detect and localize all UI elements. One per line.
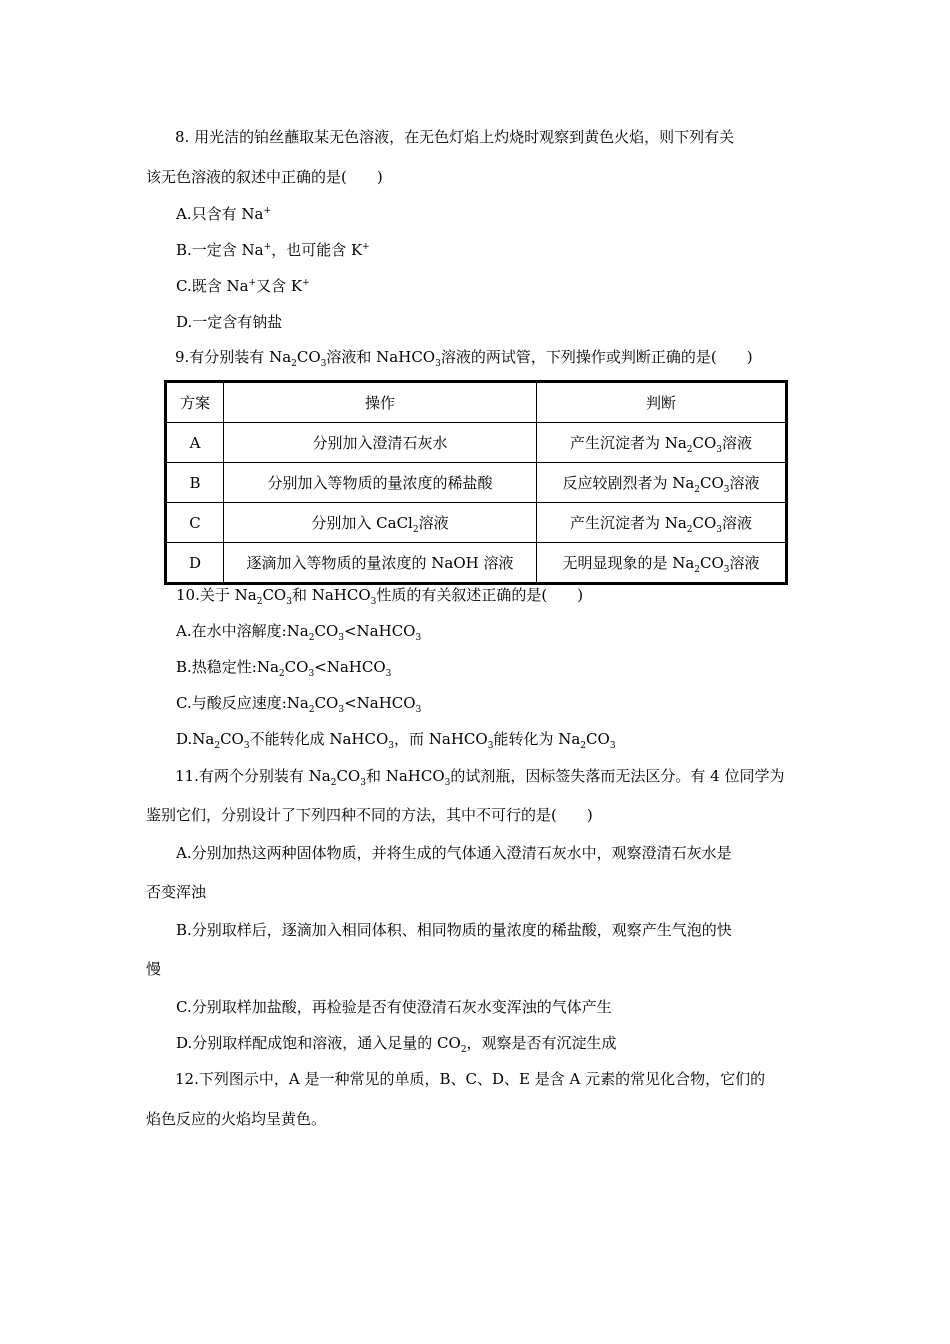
q10-option-d: $D.Na_2CO_3$不能转化成 NaHCO$_3$，而 NaHCO$_3$能转化为 $Na_2CO_3$ <box>176 730 616 751</box>
q9-stem: 9.有分别装有 $Na_2CO_3$溶液和 NaHCO$_3$溶液的两试管，下列操作或判断正确的是( ) <box>175 348 753 369</box>
q8-option-b: B.一定含 Na+，也可能含 K+ <box>176 241 370 259</box>
header-judgement: 判断 <box>537 382 787 423</box>
table-header-row <box>166 382 787 423</box>
q11-option-b-line2: 慢 <box>146 960 162 978</box>
q10-option-b: B.热稳定性$:Na_2CO_3<NaHCO_3$ <box>176 658 392 679</box>
table-row <box>166 423 787 463</box>
table-row <box>166 543 787 584</box>
plan-cell: A <box>166 423 224 463</box>
q11-option-a-line2: 否变浑浊 <box>146 883 207 901</box>
operation-cell: 分别加入 CaCl$_2$溶液 <box>224 503 537 543</box>
header-plan: 方案 <box>166 382 224 423</box>
q8-stem-line1: 8. 用光洁的铂丝蘸取某无色溶液，在无色灯焰上灼烧时观察到黄色火焰，则下列有关 <box>175 128 735 146</box>
q11-option-a-line1: A.分别加热这两种固体物质，并将生成的气体通入澄清石灰水中，观察澄清石灰水是 <box>176 844 732 862</box>
q10-option-c: C.与酸反应速度$:Na_2CO_3<NaHCO_3$ <box>176 694 422 715</box>
judgement-cell: 反应较剧烈者为 $Na_2CO_3$溶液 <box>537 463 787 503</box>
q8-option-a: A.只含有 Na+ <box>176 205 271 223</box>
operation-cell: 分别加入澄清石灰水 <box>224 423 537 463</box>
plan-cell: C <box>166 503 224 543</box>
judgement-cell: 无明显现象的是 $Na_2CO_3$溶液 <box>537 543 787 584</box>
q11-option-d: D.分别取样配成饱和溶液，通入足量的 $CO_2$，观察是否有沉淀生成 <box>176 1034 617 1055</box>
q12-stem-line1: 12.下列图示中，A 是一种常见的单质，B、C、D、E 是含 A 元素的常见化合物，它们的 <box>175 1070 766 1088</box>
operation-cell: 逐滴加入等物质的量浓度的 NaOH 溶液 <box>224 543 537 584</box>
q9-scheme-table <box>164 380 788 585</box>
q11-stem-line2: 鉴别它们，分别设计了下列四种不同的方法，其中不可行的是( ) <box>146 806 593 824</box>
q10-option-a: A.在水中溶解度$:Na_2CO_3<NaHCO_3$ <box>176 622 422 643</box>
q11-stem-line1: 11.有两个分别装有 $Na_2CO_3$和 NaHCO$_3$的试剂瓶，因标签失落而无法区分。有 4 位同学为 <box>175 767 785 788</box>
table-row <box>166 503 787 543</box>
q11-option-c: C.分别取样加盐酸，再检验是否有使澄清石灰水变浑浊的气体产生 <box>176 998 612 1016</box>
q12-stem-line2: 焰色反应的火焰均呈黄色。 <box>146 1110 327 1128</box>
q11-option-b-line1: B.分别取样后，逐滴加入相同体积、相同物质的量浓度的稀盐酸，观察产生气泡的快 <box>176 921 732 939</box>
q8-option-d: D.一定含有钠盐 <box>176 313 283 331</box>
q8-stem-line2: 该无色溶液的叙述中正确的是( ) <box>146 168 383 186</box>
plan-cell: D <box>166 543 224 584</box>
plan-cell: B <box>166 463 224 503</box>
q10-stem: 10.关于 $Na_2CO_3$和 NaHCO$_3$性质的有关叙述正确的是( ) <box>176 586 584 607</box>
judgement-cell: 产生沉淀者为 $Na_2CO_3$溶液 <box>537 423 787 463</box>
q8-option-c: C.既含 Na+又含 K+ <box>176 277 310 295</box>
judgement-cell: 产生沉淀者为 $Na_2CO_3$溶液 <box>537 503 787 543</box>
table-row <box>166 463 787 503</box>
header-operation: 操作 <box>224 382 537 423</box>
operation-cell: 分别加入等物质的量浓度的稀盐酸 <box>224 463 537 503</box>
